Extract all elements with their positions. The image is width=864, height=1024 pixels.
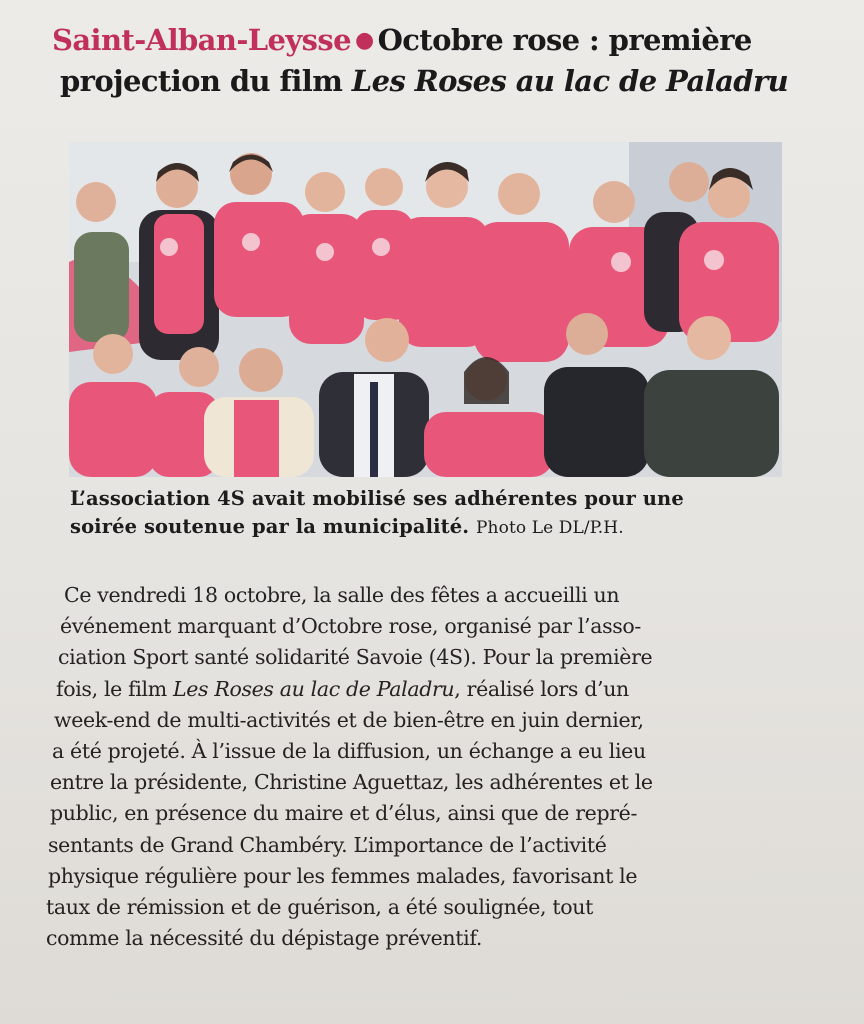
headline-title-part1: Octobre rose : première (377, 23, 752, 57)
article-line: public, en présence du maire et d’élus, ainsi que de repré- (50, 801, 638, 826)
photo-credit: Photo Le DL/P.H. (476, 518, 624, 538)
article-line: ciation Sport santé solidarité Savoie (4S). Pour la première (58, 645, 653, 670)
article-line: entre la présidente, Christine Aguettaz, les adhérentes et le (50, 770, 653, 795)
headline-line2 (52, 61, 842, 102)
group-photo (69, 142, 782, 477)
photo-caption (70, 485, 810, 542)
headline (52, 20, 842, 102)
headline-place: Saint-Alban-Leysse (52, 23, 351, 57)
article-text: fois, le film (56, 676, 173, 701)
article-line: week-end de multi-activités et de bien-être en juin dernier, (54, 707, 644, 732)
back-row (74, 153, 779, 362)
group-photo-illustration (69, 142, 782, 477)
article-line (46, 674, 816, 705)
article-line: sentants de Grand Chambéry. L’importance de l’activité (48, 832, 607, 857)
article-line: physique régulière pour les femmes malades, favorisant le (48, 863, 638, 888)
bullet-icon: ● (354, 27, 374, 53)
article-line: Ce vendredi 18 octobre, la salle des fêtes a accueilli un (64, 583, 620, 607)
article-body (46, 580, 816, 954)
headline-title-part2: projection du film (60, 64, 352, 98)
caption-line2: soirée soutenue par la municipalité. (70, 515, 470, 538)
article-text: , réalisé lors d’un (454, 676, 629, 701)
caption-line1: L’association 4S avait mobilisé ses adhérentes pour une (70, 487, 684, 510)
article-line: a été projeté. À l’issue de la diffusion, un échange a eu lieu (52, 739, 646, 764)
headline-film-title: Les Roses au lac de Paladru (351, 64, 789, 98)
article-line: événement marquant d’Octobre rose, organisé par l’asso- (60, 614, 642, 639)
article-line: comme la nécessité du dépistage préventif. (46, 926, 483, 951)
article-line: taux de rémission et de guérison, a été soulignée, tout (46, 895, 593, 920)
article-film-title: Les Roses au lac de Paladru (173, 676, 455, 701)
